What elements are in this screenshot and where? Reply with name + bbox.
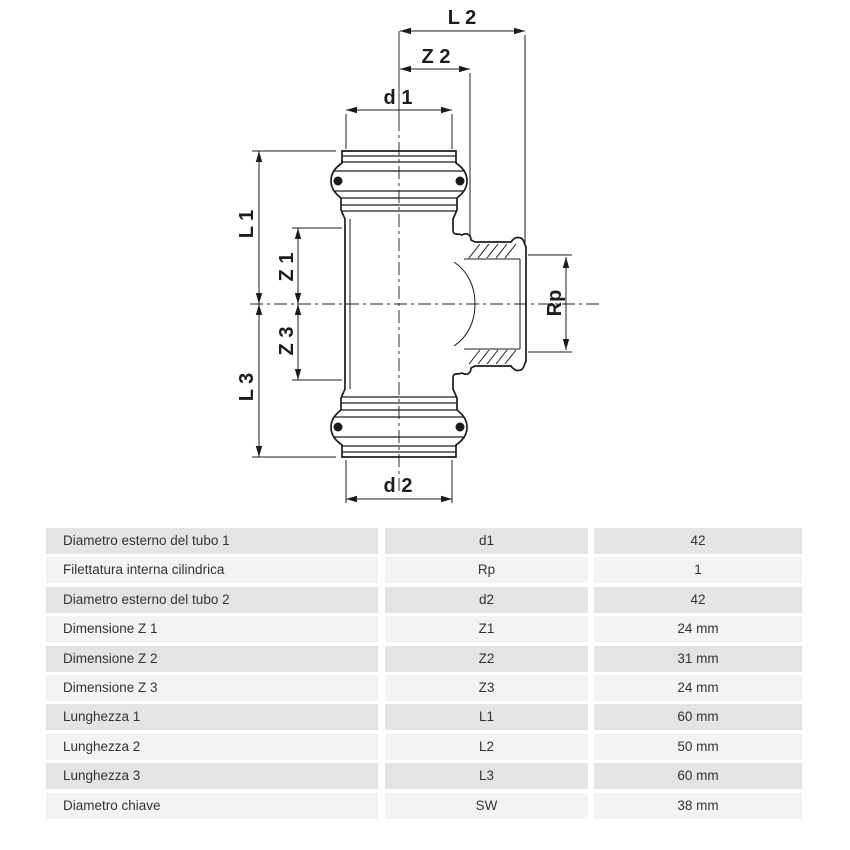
label-d1: d 1 xyxy=(383,87,413,109)
outline-right-profile-lower xyxy=(453,361,526,457)
spec-value: 24 mm xyxy=(594,675,802,701)
spec-value: 38 mm xyxy=(594,793,802,819)
o-ring-dot xyxy=(334,423,343,432)
spec-symbol: Z2 xyxy=(385,646,588,672)
o-ring-dot xyxy=(456,177,465,186)
table-row xyxy=(46,763,806,789)
spec-value: 1 xyxy=(594,557,802,583)
spec-symbol: Rp xyxy=(385,557,588,583)
spec-symbol: L3 xyxy=(385,763,588,789)
label-L3: L 3 xyxy=(236,372,258,402)
dimension-arrowheads xyxy=(256,28,569,502)
spec-label: Lunghezza 1 xyxy=(46,704,378,730)
branch-thread-detail xyxy=(454,244,520,364)
spec-value: 24 mm xyxy=(594,616,802,642)
spec-value: 50 mm xyxy=(594,734,802,760)
label-L2: L 2 xyxy=(447,7,477,29)
thread-hatching-bottom xyxy=(469,350,516,364)
label-Z1: Z 1 xyxy=(276,252,298,282)
spec-label: Diametro chiave xyxy=(46,793,378,819)
spec-value: 42 xyxy=(594,528,802,554)
spec-label: Dimensione Z 3 xyxy=(46,675,378,701)
spec-value: 60 mm xyxy=(594,704,802,730)
spec-value: 60 mm xyxy=(594,763,802,789)
table-row xyxy=(46,675,806,701)
spec-label: Dimensione Z 2 xyxy=(46,646,378,672)
table-row xyxy=(46,793,806,819)
table-row xyxy=(46,587,806,613)
table-row xyxy=(46,528,806,554)
spec-symbol: L1 xyxy=(385,704,588,730)
spec-label: Lunghezza 3 xyxy=(46,763,378,789)
table-row xyxy=(46,704,806,730)
centerlines xyxy=(250,31,600,492)
outline-right-profile-upper xyxy=(453,151,526,247)
o-ring-dot xyxy=(334,177,343,186)
spec-symbol: L2 xyxy=(385,734,588,760)
spec-symbol: d2 xyxy=(385,587,588,613)
spec-table xyxy=(46,528,806,822)
dimension-labels xyxy=(236,7,566,497)
spec-label: Diametro esterno del tubo 1 xyxy=(46,528,378,554)
o-ring-dot xyxy=(456,423,465,432)
label-Z3: Z 3 xyxy=(276,326,298,356)
table-row xyxy=(46,646,806,672)
spec-value: 42 xyxy=(594,587,802,613)
spec-symbol: d1 xyxy=(385,528,588,554)
spec-value: 31 mm xyxy=(594,646,802,672)
spec-symbol: SW xyxy=(385,793,588,819)
spec-symbol: Z3 xyxy=(385,675,588,701)
label-d2: d 2 xyxy=(383,475,413,497)
table-row xyxy=(46,557,806,583)
spec-symbol: Z1 xyxy=(385,616,588,642)
table-row xyxy=(46,616,806,642)
table-row xyxy=(46,734,806,760)
spec-label: Lunghezza 2 xyxy=(46,734,378,760)
label-Rp: Rp xyxy=(544,289,566,317)
spec-label: Diametro esterno del tubo 2 xyxy=(46,587,378,613)
spec-label: Filettatura interna cilindrica xyxy=(46,557,378,583)
thread-hatching-top xyxy=(469,244,516,258)
label-L1: L 1 xyxy=(236,209,258,239)
spec-label: Dimensione Z 1 xyxy=(46,616,378,642)
label-Z2: Z 2 xyxy=(421,46,451,68)
